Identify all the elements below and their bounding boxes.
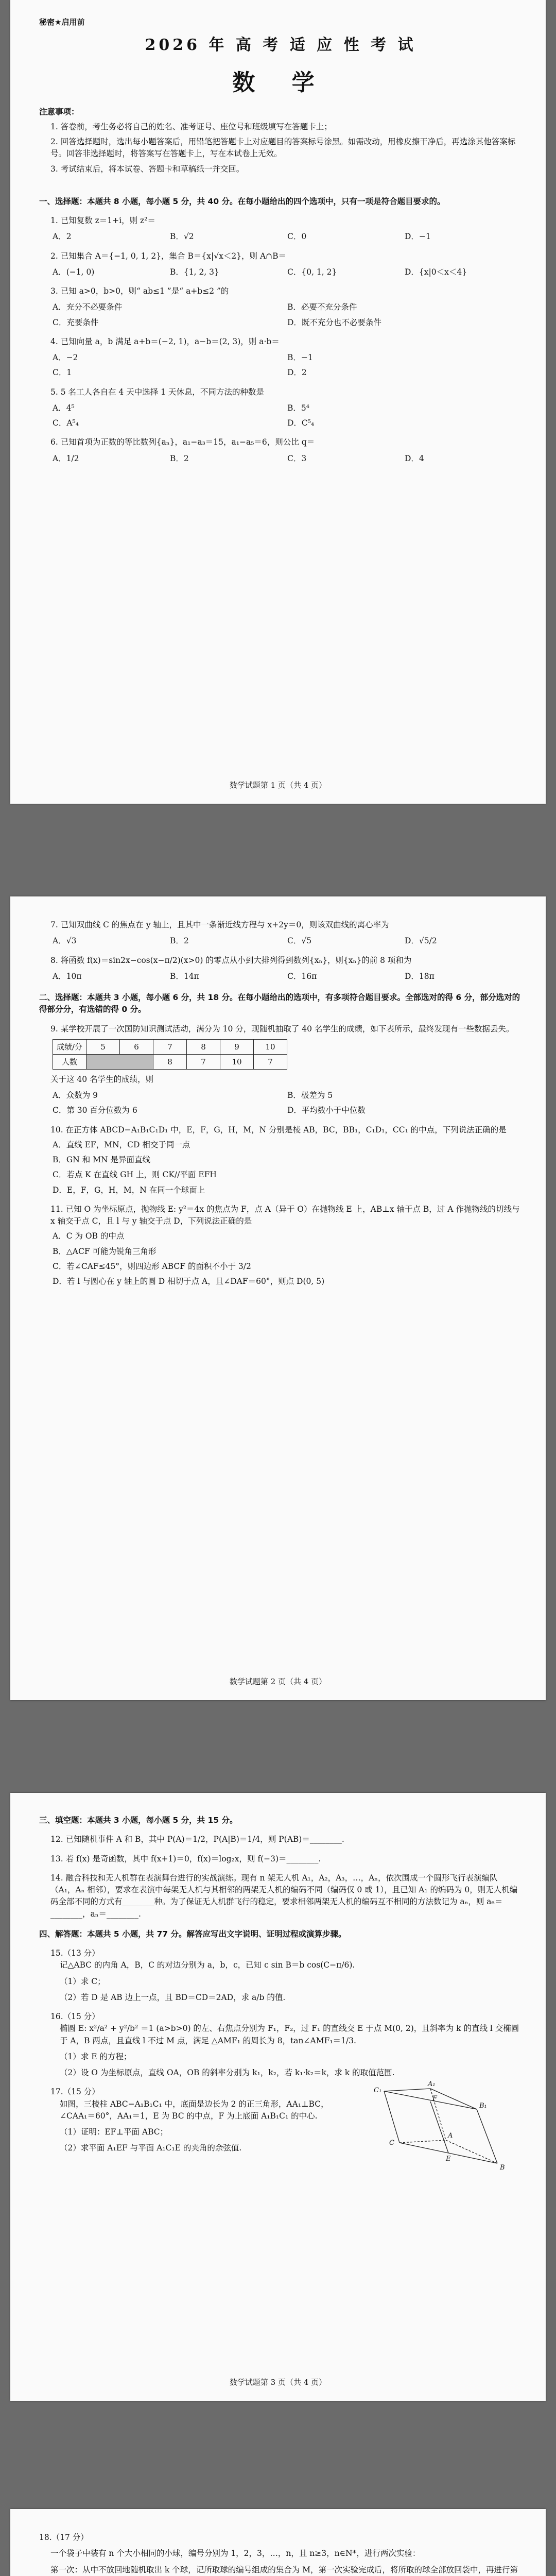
question-12: 12. 已知随机事件 A 和 B，其中 P(A)＝1/2，P(A|B)＝1/4，则 P(AB)＝________. <box>50 1835 344 1844</box>
option-c: C．{0, 1, 2} <box>287 267 337 277</box>
exam-page-2 <box>10 896 546 1700</box>
option-b: B．△ACF 可能为锐角三角形 <box>53 1246 157 1256</box>
option-c: C．16π <box>287 971 317 981</box>
smudged-cell <box>86 1054 153 1069</box>
question-stem: 11. 已知 O 为坐标原点，抛物线 E: y²＝4x 的焦点为 F，点 A（异于 O）在抛物线 E 上，AB⊥x 轴于点 B，过 A 作抛物线的切线与 x 轴交于点 C，且 l 与 y 轴交于点 D，下列说法正确的是 <box>50 1204 520 1226</box>
question-stem: 9. 某学校开展了一次国防知识测试活动，满分为 10 分，现随机抽取了 40 名学生的成绩，如下表所示，最终发现有一些数据丢失。 <box>50 1024 514 1033</box>
question-stem: 一个袋子中装有 n 个大小相同的小球，编号分别为 1，2，3，…，n，且 n≥3，n∈N*，进行两次实验： <box>50 2549 421 2558</box>
option-b: B．极差为 5 <box>287 1091 333 1100</box>
question-3 <box>39 285 522 329</box>
option-d: D．平均数小于中位数 <box>287 1106 366 1115</box>
option-a: A．−2 <box>53 353 78 362</box>
option-a: A．4⁵ <box>53 403 75 413</box>
prism-figure <box>369 2081 523 2179</box>
option-a: A．2 <box>53 232 72 242</box>
question-stem: 8. 将函数 f(x)＝sin2x−cos(x−π/2)(x>0) 的零点从小到大排列得到数列{xₙ}，则{xₙ}的前 8 项和为 <box>50 955 412 965</box>
page-footer: 数学试题第 1 页（共 4 页） <box>229 781 327 790</box>
option-a: A．C 为 OB 的中点 <box>53 1231 125 1241</box>
option-b: B．2 <box>170 936 189 946</box>
table-cell: 7 <box>187 1054 220 1069</box>
point-label: C <box>389 2139 394 2147</box>
exam-page-3 <box>10 1793 546 2401</box>
table-cell: 7 <box>254 1054 287 1069</box>
point-label: B₁ <box>479 2102 487 2110</box>
question-15 <box>39 1947 522 2004</box>
point-label: B <box>500 2164 505 2172</box>
option-a: A．(−1, 0) <box>53 267 95 277</box>
option-c: C．A⁵₄ <box>53 418 79 428</box>
score-table <box>53 1039 287 1070</box>
section-3-heading: 三、填空题：本题共 3 小题，每小题 5 分，共 15 分。 <box>39 1816 238 1825</box>
table-cell: 10 <box>220 1054 254 1069</box>
question-1 <box>39 215 522 243</box>
point-label: A <box>448 2132 453 2140</box>
question-5 <box>39 386 522 430</box>
option-d: D．既不充分也不必要条件 <box>287 317 381 327</box>
subquestion-2: （2）求平面 A₁EF 与平面 A₁C₁E 的夹角的余弦值. <box>60 2143 242 2153</box>
option-c: C．充要条件 <box>53 317 99 327</box>
option-a: A．众数为 9 <box>53 1091 98 1100</box>
option-c: C．若∠CAF≤45°，则四边形 ABCF 的面积不小于 3/2 <box>53 1261 251 1271</box>
option-c: C．3 <box>287 453 307 463</box>
subquestion-1: （1）求 C； <box>60 1976 106 1986</box>
question-stem: 4. 已知向量 a，b 满足 a+b＝(−2, 1)，a−b＝(2, 3)，则 a·b＝ <box>50 336 280 346</box>
option-b: B．2 <box>170 453 189 463</box>
question-title: 18.（17 分） <box>39 2533 89 2542</box>
section-4-heading: 四、解答题：本题共 5 小题，共 77 分。解答应写出文字说明、证明过程或演算步骤。 <box>39 1929 346 1939</box>
subquestion-2: （2）若 D 是 AB 边上一点，且 BD＝CD＝2AD，求 a/b 的值. <box>60 1992 286 2002</box>
question-stem: 6. 已知首项为正数的等比数列{aₙ}，a₁−a₃＝15，a₁−a₅＝6，则公比 q＝ <box>50 437 315 447</box>
question-stem: 记△ABC 的内角 A，B，C 的对边分别为 a，b，c，已知 c sin B＝b cos(C−π/6). <box>60 1960 355 1970</box>
exam-title: 2026 年 高 考 适 应 性 考 试 <box>145 36 416 54</box>
question-11 <box>39 1204 522 1288</box>
option-a: A．充分不必要条件 <box>53 302 123 312</box>
note-3: 3. 考试结束后，将本试卷、答题卡和草稿纸一并交回。 <box>50 164 245 174</box>
table-cell: 5 <box>86 1039 120 1054</box>
question-stem: 2. 已知集合 A＝{−1, 0, 1, 2}，集合 B＝{x|√x＜2}，则 A∩B＝ <box>50 251 287 261</box>
option-c: C．第 30 百分位数为 6 <box>53 1106 137 1115</box>
exam-page-4 <box>10 2509 546 2576</box>
option-a: A．10π <box>53 971 82 981</box>
question-stem: 3. 已知 a>0，b>0，则“ ab≤1 ”是“ a+b≤2 ”的 <box>50 286 229 296</box>
option-c: C．若点 K 在直线 GH 上，则 CK//平面 EFH <box>53 1170 217 1180</box>
option-d: D．E，F，G，H，M，N 在同一个球面上 <box>53 1185 205 1195</box>
notes-title: 注意事项： <box>39 107 79 116</box>
question-13: 13. 若 f(x) 是奇函数，其中 f(x+1)＝0，f(x)＝log₂x，则 f(−3)＝________. <box>50 1854 321 1863</box>
option-b: B．必要不充分条件 <box>287 302 357 312</box>
question-title: 15.（13 分） <box>50 1948 100 1958</box>
table-cell: 8 <box>187 1039 220 1054</box>
subquestion-2: （2）设 O 为坐标原点，直线 OA，OB 的斜率分别为 k₁，k₂，若 k₁·k₂＝k，求 k 的取值范围. <box>60 2068 395 2077</box>
option-b: B．√2 <box>170 232 194 242</box>
question-followup: 关于这 40 名学生的成绩，则 <box>50 1074 154 1084</box>
option-d: D．{x|0＜x＜4} <box>405 267 467 277</box>
option-d: D．−1 <box>405 232 431 242</box>
point-label: C₁ <box>374 2087 382 2095</box>
question-8 <box>39 955 522 983</box>
question-title: 16.（15 分） <box>50 2012 100 2021</box>
question-4 <box>39 336 522 379</box>
option-b: B．GN 和 MN 是异面直线 <box>53 1155 151 1164</box>
subquestion-1: （1）证明：EF⊥平面 ABC； <box>60 2127 168 2137</box>
option-c: C．0 <box>287 232 307 242</box>
question-17 <box>39 2081 522 2172</box>
question-14: 14. 融合科技和无人机群在表演舞台进行的实战演练。现有 n 架无人机 A₁，A₂，A₃，…，Aₙ，依次围成一个圆形飞行表演编队（A₁，Aₙ 相邻），要求在表演中每架无人机与其相邻的两架无人机的编码不同（编码仅 0 或 1），且已知 A₁ 的编码为 0，则无人机编码全部不同的方式有________种。为了保证无人机群飞行的稳定，要求相邻两架无人机的编码互不相同的方法数记为 aₙ，则 a₆＝________，aₙ＝________. <box>50 1873 518 1919</box>
option-c: C．1 <box>53 368 72 378</box>
table-cell: 6 <box>120 1039 153 1054</box>
question-9 <box>39 1023 522 1117</box>
table-header-cell: 人数 <box>53 1054 86 1069</box>
option-c: C．√5 <box>287 936 312 946</box>
question-stem: 7. 已知双曲线 C 的焦点在 y 轴上，且其中一条渐近线方程与 x+2y＝0，则该双曲线的离心率为 <box>50 920 389 929</box>
option-b: B．{1, 2, 3} <box>170 267 219 277</box>
point-label: E <box>446 2155 451 2163</box>
option-d: D．2 <box>287 368 307 378</box>
option-b: B．14π <box>170 971 199 981</box>
option-d: D．√5/2 <box>405 936 437 946</box>
question-stem: 10. 在正方体 ABCD−A₁B₁C₁D₁ 中，E，F，G，H，M，N 分别是棱 AB，BC，BB₁，C₁D₁，CC₁ 的中点，下列说法正确的是 <box>50 1125 507 1134</box>
confidential-mark: 秘密★启用前 <box>39 18 85 27</box>
exam-page-1 <box>10 0 546 804</box>
section-2-heading: 二、选择题：本题共 3 小题，每小题 6 分，共 18 分。在每小题给出的选项中，有多项符合题目要求。全部选对的得 6 分，部分选对的得部分分，有选错的得 0 分。 <box>39 993 520 1014</box>
point-label: A₁ <box>428 2081 436 2089</box>
question-line: 第一次：从中不放回地随机取出 k 个球，记所取球的编号组成的集合为 M，第一次实验完成后，将所取的球全部放回袋中，再进行第 <box>50 2565 518 2574</box>
table-cell: 8 <box>153 1054 187 1069</box>
option-b: B．5⁴ <box>287 403 309 413</box>
question-7 <box>39 919 522 947</box>
table-cell: 10 <box>254 1039 287 1054</box>
option-d: D．若 l 与圆心在 y 轴上的圆 D 相切于点 A，且∠DAF＝60°，则点 D(0, 5) <box>53 1277 325 1286</box>
question-10 <box>39 1124 522 1196</box>
option-d: D．4 <box>405 453 424 463</box>
question-stem: 椭圆 E: x²/a² + y²/b² ＝1 (a>b>0) 的左、右焦点分别为 F₁，F₂，过 F₁ 的直线交 E 于点 M(0, 2)，且斜率为 k 的直线 l 交椭圆于 A，B 两点，且直线 l 不过 M 点，满足 △AMF₁ 的周长为 8，tan∠AMF₁＝1/3. <box>60 2024 519 2045</box>
question-2 <box>39 250 522 279</box>
question-stem: 如图，三棱柱 ABC−A₁B₁C₁ 中，底面是边长为 2 的正三角形，AA₁⊥BC，∠CAA₁＝60°，AA₁＝1，E 为 BC 的中点，F 为上底面 A₁B₁C₁ 的中心. <box>60 2099 329 2121</box>
question-16 <box>39 2011 522 2079</box>
table-cell: 9 <box>220 1039 254 1054</box>
section-1-heading: 一、选择题：本题共 8 小题，每小题 5 分，共 40 分。在每小题给出的四个选项中，只有一项是符合题目要求的。 <box>39 196 445 206</box>
option-d: D．C⁵₄ <box>287 418 315 428</box>
subject-title: 数 学 <box>232 69 329 96</box>
question-6 <box>39 436 522 465</box>
question-18 <box>39 2532 522 2576</box>
table-cell: 7 <box>153 1039 187 1054</box>
option-b: B．−1 <box>287 353 313 362</box>
note-2: 2. 回答选择题时，选出每小题答案后，用铅笔把答题卡上对应题目的答案标号涂黑。如需改动，用橡皮擦干净后，再选涂其他答案标号。回答非选择题时，将答案写在答题卡上，写在本试卷上无效。 <box>50 137 516 159</box>
option-d: D．18π <box>405 971 435 981</box>
option-a: A．√3 <box>53 936 77 946</box>
note-1: 1. 答卷前，考生务必将自己的姓名、准考证号、座位号和班级填写在答题卡上； <box>50 122 332 131</box>
question-title: 17.（15 分） <box>50 2087 100 2097</box>
page-footer: 数学试题第 3 页（共 4 页） <box>229 2378 327 2387</box>
option-a: A．直线 EF，MN，CD 相交于同一点 <box>53 1140 190 1149</box>
subquestion-1: （1）求 E 的方程； <box>60 2052 132 2061</box>
option-a: A．1/2 <box>53 453 79 463</box>
question-stem: 1. 已知复数 z＝1+i，则 z²＝ <box>50 216 155 225</box>
table-header-cell: 成绩/分 <box>53 1039 86 1054</box>
question-stem: 5. 5 名工人各自在 4 天中选择 1 天休息，不同方法的种数是 <box>50 387 264 397</box>
point-label: F <box>432 2095 438 2103</box>
page-footer: 数学试题第 2 页（共 4 页） <box>229 1677 327 1686</box>
